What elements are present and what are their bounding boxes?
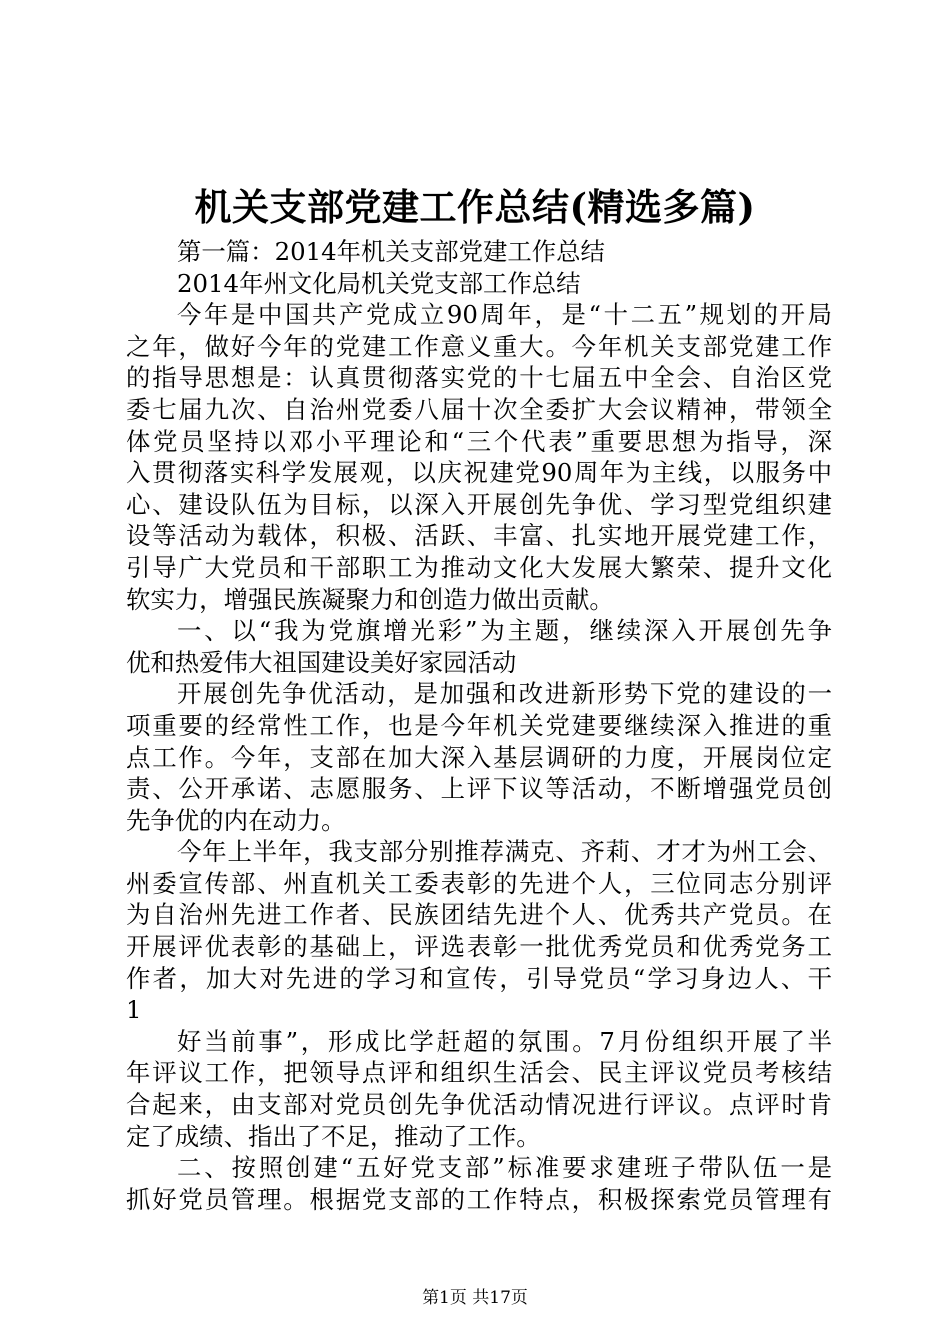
document-body	[126, 236, 832, 1215]
text-line: 心、建设队伍为目标，以深入开展创先争优、学习型党组织建	[126, 489, 832, 519]
text-line: 合起来，由支部对党员创先争优活动情况进行评议。点评时肯	[126, 1090, 832, 1120]
text-line: 项重要的经常性工作，也是今年机关党建要继续深入推进的重	[126, 710, 832, 740]
text-line: 二、按照创建“五好党支部”标准要求建班子带队伍一是	[177, 1153, 832, 1183]
text-line: 体党员坚持以邓小平理论和“三个代表”重要思想为指导，深	[126, 426, 832, 456]
text-line: 引导广大党员和干部职工为推动文化大发展大繁荣、提升文化	[126, 552, 832, 582]
text-line: 入贯彻落实科学发展观，以庆祝建党90周年为主线，以服务中	[126, 458, 832, 488]
text-line: 今年上半年，我支部分别推荐满克、齐莉、才才为州工会、	[177, 837, 832, 867]
text-line: 定了成绩、指出了不足，推动了工作。	[126, 1121, 541, 1151]
text-line: 为自治州先进工作者、民族团结先进个人、优秀共产党员。在	[126, 900, 832, 930]
text-line: 州委宣传部、州直机关工委表彰的先进个人，三位同志分别评	[126, 868, 832, 898]
text-line: 好当前事”，形成比学赶超的氛围。7月份组织开展了半	[177, 1026, 832, 1056]
text-line: 优和热爱伟大祖国建设美好家园活动	[126, 647, 517, 677]
text-line: 点工作。今年，支部在加大深入基层调研的力度，开展岗位定	[126, 742, 832, 772]
text-line: 之年，做好今年的党建工作意义重大。今年机关支部党建工作	[126, 331, 832, 361]
text-line: 第一篇：2014年机关支部党建工作总结	[177, 237, 605, 266]
text-line: 作者，加大对先进的学习和宣传，引导党员“学习身边人、干	[126, 963, 832, 993]
document-title: 机关支部党建工作总结(精选多篇)	[194, 185, 756, 229]
text-line: 的指导思想是：认真贯彻落实党的十七届五中全会、自治区党	[126, 363, 832, 393]
text-line: 今年是中国共产党成立90周年，是“十二五”规划的开局	[177, 300, 832, 330]
text-line: 2014年州文化局机关党支部工作总结	[177, 268, 581, 298]
page-footer: 第1页 共17页	[422, 1288, 528, 1308]
text-line: 开展创先争优活动，是加强和改进新形势下党的建设的一	[177, 679, 832, 709]
text-line: 设等活动为载体，积极、活跃、丰富、扎实地开展党建工作，	[126, 521, 832, 551]
text-line: 抓好党员管理。根据党支部的工作特点，积极探索党员管理有	[126, 1184, 832, 1214]
text-line: 1	[126, 995, 142, 1025]
text-line: 先争优的内在动力。	[126, 805, 346, 835]
text-line: 开展评优表彰的基础上，评选表彰一批优秀党员和优秀党务工	[126, 932, 832, 962]
text-line: 一、以“我为党旗增光彩”为主题，继续深入开展创先争	[177, 616, 832, 646]
text-line: 责、公开承诺、志愿服务、上评下议等活动，不断增强党员创	[126, 774, 832, 804]
text-line: 软实力，增强民族凝聚力和创造力做出贡献。	[126, 584, 614, 614]
text-line: 年评议工作，把领导点评和组织生活会、民主评议党员考核结	[126, 1058, 832, 1088]
text-line: 委七届九次、自治州党委八届十次全委扩大会议精神，带领全	[126, 394, 832, 424]
